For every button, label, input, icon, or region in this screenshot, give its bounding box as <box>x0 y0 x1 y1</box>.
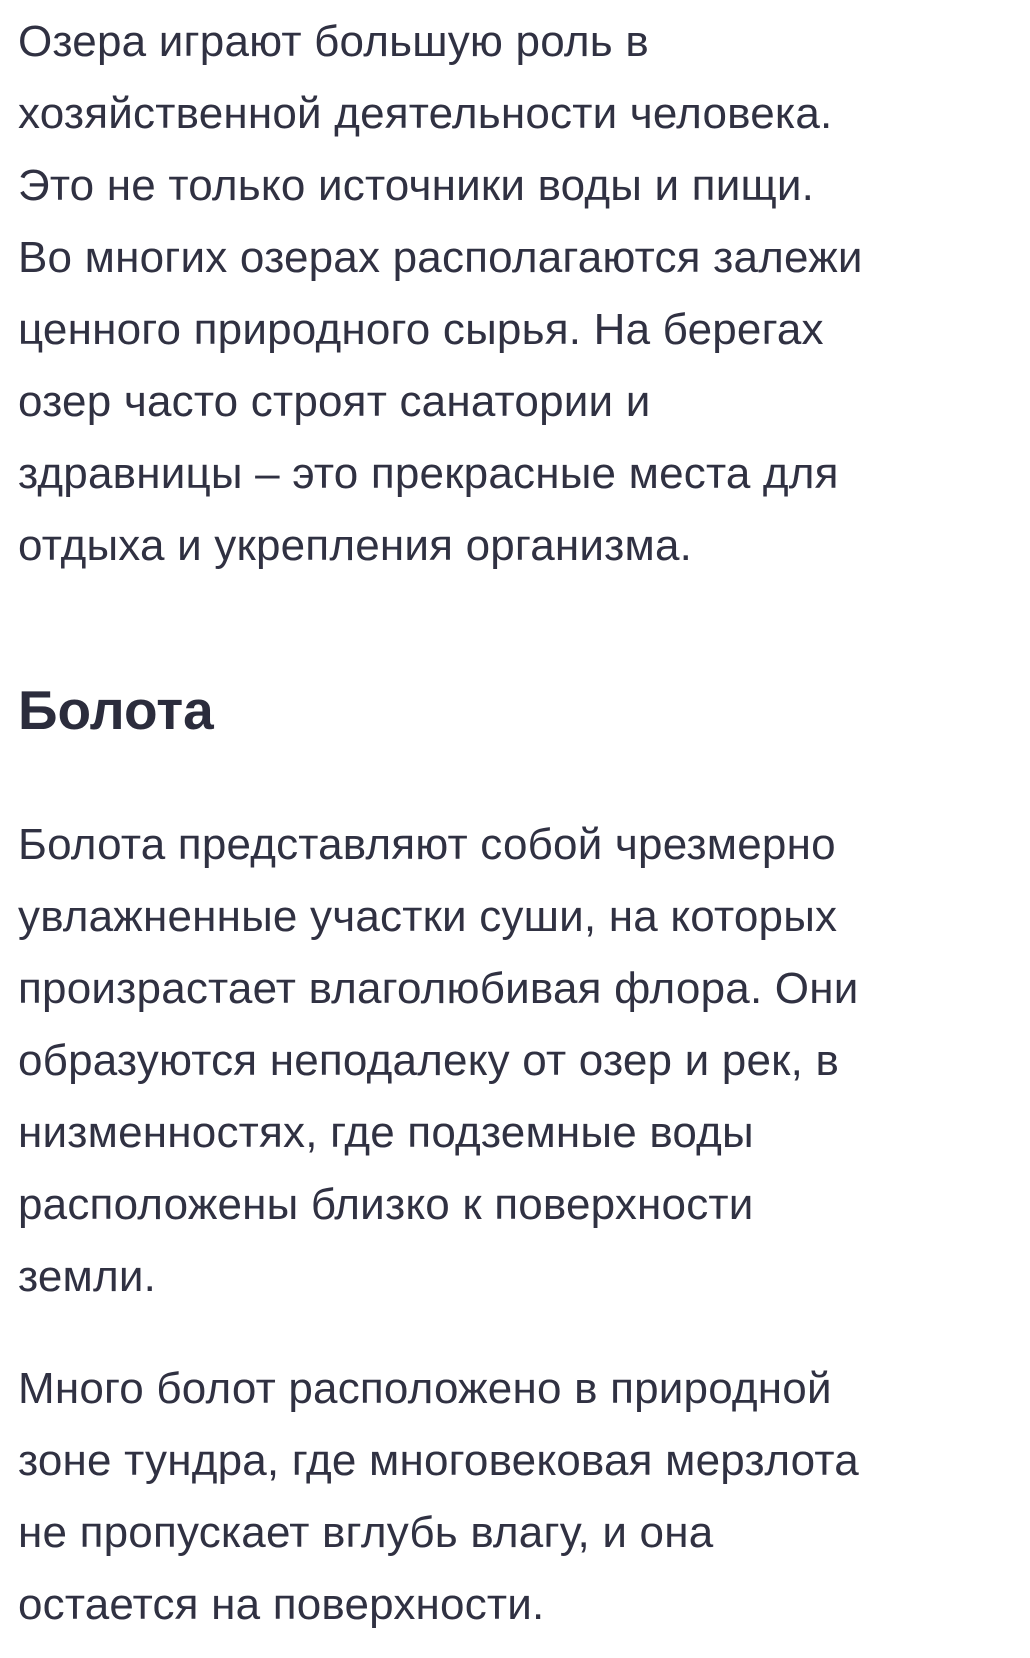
paragraph-line: Во многих озерах располагаются залежи <box>18 233 863 282</box>
paragraph-line: здравницы – это прекрасные места для <box>18 449 839 498</box>
paragraph-line: увлажненные участки суши, на которых <box>18 892 838 941</box>
paragraph-swamps-definition <box>18 809 859 1313</box>
paragraph-line: произрастает влаголюбивая флора. Они <box>18 964 859 1013</box>
paragraph-swamps-tundra <box>18 1353 859 1641</box>
paragraph-line: Это не только источники воды и пищи. <box>18 161 815 210</box>
article-body <box>18 6 1018 1629</box>
paragraph-line: хозяйственной деятельности человека. <box>18 89 833 138</box>
paragraph-line: озер часто строят санатории и <box>18 377 651 426</box>
section-heading-swamps: Болота <box>18 679 214 741</box>
paragraph-line: образуются неподалеку от озер и рек, в <box>18 1036 840 1085</box>
paragraph-line: Много болот расположено в природной <box>18 1364 832 1413</box>
paragraph-line: ценного природного сырья. На берегах <box>18 305 824 354</box>
paragraph-line: зоне тундра, где многовековая мерзлота <box>18 1436 859 1485</box>
paragraph-line: земли. <box>18 1252 157 1301</box>
paragraph-line: расположены близко к поверхности <box>18 1180 754 1229</box>
paragraph-lakes-economy <box>18 6 1018 582</box>
paragraph-line: не пропускает вглубь влагу, и она <box>18 1508 714 1557</box>
paragraph-line: низменностях, где подземные воды <box>18 1108 754 1157</box>
paragraph-line: отдыха и укрепления организма. <box>18 521 693 570</box>
paragraph-line: Озера играют большую роль в <box>18 17 649 66</box>
paragraph-line: остается на поверхности. <box>18 1580 545 1629</box>
paragraph-line: Болота представляют собой чрезмерно <box>18 820 836 869</box>
